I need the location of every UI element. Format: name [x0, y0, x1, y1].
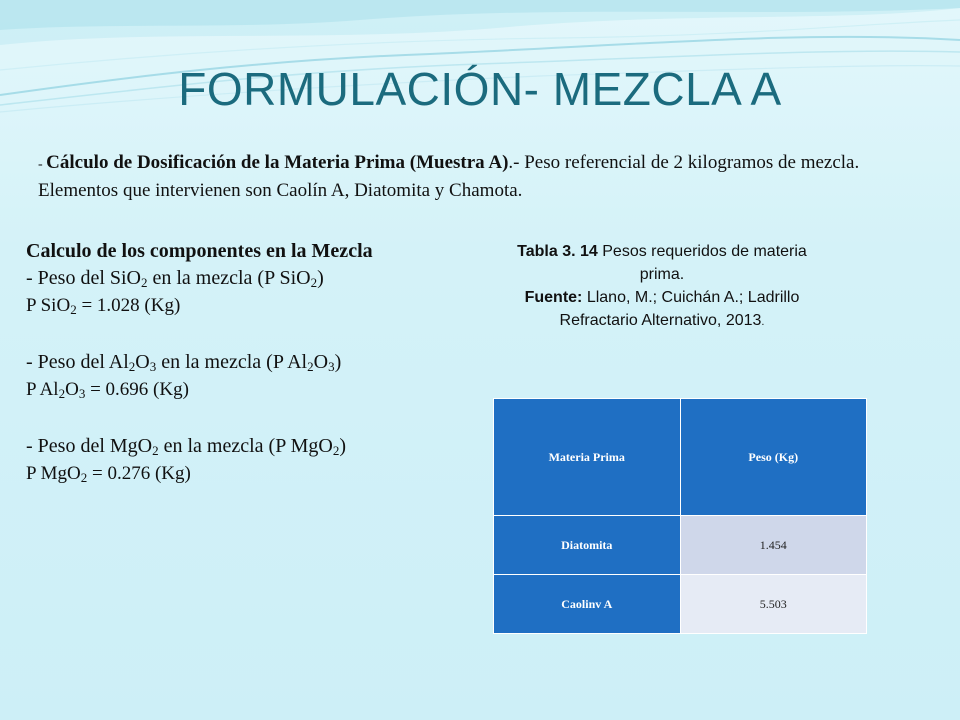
caption-source-label: Fuente:: [524, 289, 583, 306]
row-material-name: Caolinv A: [494, 575, 681, 634]
row-weight-value: 1.454: [680, 516, 867, 575]
intro-rest-text: .- Peso referencial de 2 kilogramos de mezcla. Elementos que intervienen son Caolín A, Diatomita y Chamota.: [38, 152, 860, 201]
page-title: FORMULACIÓN- MEZCLA A: [178, 63, 782, 115]
calc-heading: Calculo de los componentes en la Mezcla: [26, 240, 373, 262]
row-weight-value: 5.503: [680, 575, 867, 634]
table-caption: [497, 240, 827, 334]
mgo2-label: - Peso del MgO$_2$ en la mezcla (P MgO$_2$): [26, 435, 346, 458]
table-row: [494, 516, 867, 575]
row-material-name: Diatomita: [494, 516, 681, 575]
sio2-label: - Peso del SiO$_2$ en la mezcla (P SiO$_2$): [26, 267, 324, 290]
caption-source: Llano, M.; Cuichán A.; Ladrillo Refractario Alternativo, 2013: [559, 289, 800, 329]
header-materia-prima: Materia Prima: [494, 399, 681, 516]
table-header-row: [494, 399, 867, 516]
caption-description: Pesos requeridos de materia prima.: [597, 243, 807, 283]
intro-paragraph: [38, 150, 918, 204]
caption-table-number: Tabla 3. 14: [517, 243, 598, 260]
header-peso: Peso (Kg): [680, 399, 867, 516]
intro-dash: -: [38, 157, 47, 172]
al2o3-equation: P $Al_2O_3 = 0.696$ (Kg): [26, 379, 189, 401]
intro-bold-text: Cálculo de Dosificación de la Materia Prima (Muestra A): [46, 152, 509, 173]
mgo2-equation: P MgO$_2$ = 0.276 (Kg): [26, 463, 191, 485]
caption-dot: .: [761, 316, 765, 328]
table-row: [494, 575, 867, 634]
sio2-equation: P SiO$_2$ = 1.028 (Kg): [26, 295, 181, 317]
al2o3-label: - Peso del $Al_2O_3$ en la mezcla (P $Al_2O_3$): [26, 351, 342, 374]
calculation-block: [26, 238, 456, 487]
materials-table: [493, 398, 867, 634]
